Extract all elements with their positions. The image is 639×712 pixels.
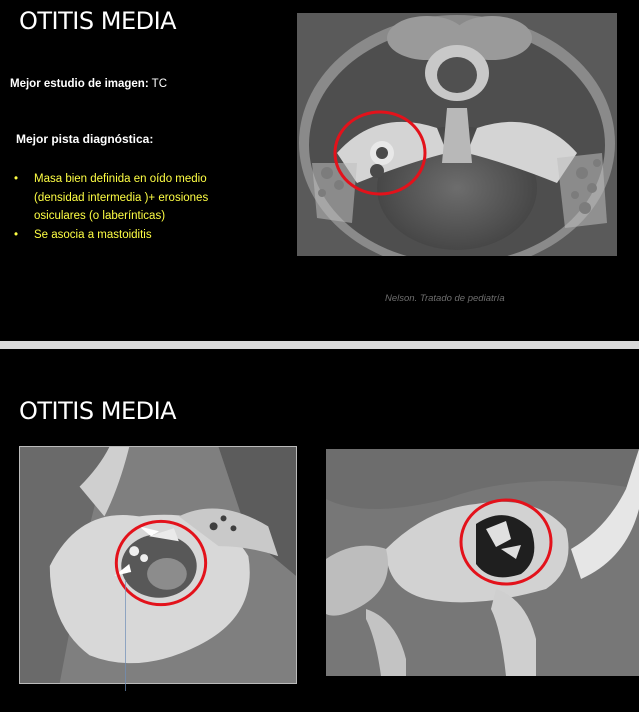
best-imaging-study xyxy=(10,78,167,90)
best-imaging-study-label: Mejor estudio de imagen: xyxy=(10,78,149,90)
slide-separator xyxy=(0,341,639,349)
slide-2-title: OTITIS MEDIA xyxy=(19,397,177,425)
axial-ct-scan-image xyxy=(297,13,617,256)
coronal-ct-scan-image xyxy=(326,449,639,676)
bullet-icon: • xyxy=(14,228,19,241)
diagnostic-clue-text: Se asocia a mastoiditis xyxy=(34,228,152,241)
middle-ear-ct-zoom-image xyxy=(19,446,297,684)
diagnostic-clue-item xyxy=(14,226,254,245)
slide-2 xyxy=(0,349,639,712)
diagnostic-clue-list xyxy=(14,170,254,244)
best-imaging-study-value: TC xyxy=(151,78,168,90)
bullet-icon: • xyxy=(14,173,19,185)
best-diagnostic-clue-heading: Mejor pista diagnóstica: xyxy=(16,132,154,146)
guide-line xyxy=(125,581,126,691)
slide-1 xyxy=(0,0,639,341)
diagnostic-clue-text: Masa bien definida en oído medio (densidad intermedia )+ erosiones osiculares (o laberínticas) xyxy=(34,173,209,222)
source-citation: Nelson. Tratado de pediatría xyxy=(385,293,505,304)
slide-1-title: OTITIS MEDIA xyxy=(19,7,177,35)
diagnostic-clue-item xyxy=(14,170,254,226)
